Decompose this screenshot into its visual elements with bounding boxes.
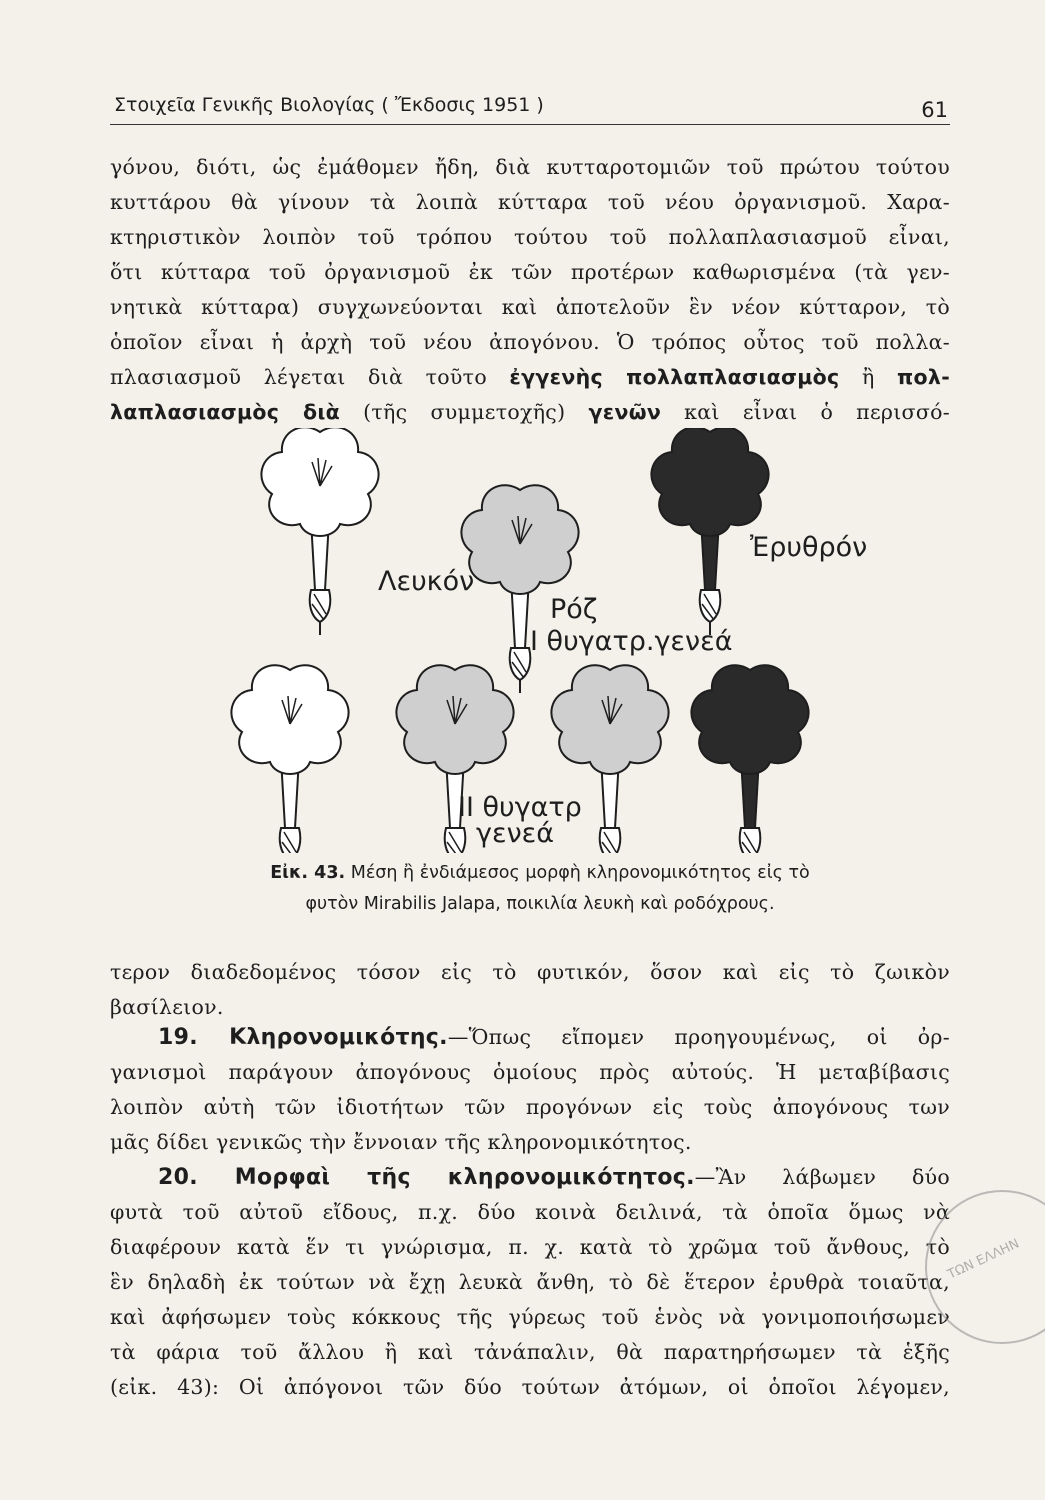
text-line: καὶ ἀφήσωμεν τοὺς κόκκους τῆς γύρεως τοῦ ἑνὸς νὰ γονιμοποιήσωμεν bbox=[110, 1305, 950, 1329]
bold-term: λαπλασιασμὸς διὰ bbox=[110, 400, 341, 424]
text-line: διαφέρουν κατὰ ἕν τι γνώρισμα, π. χ. κατὰ τὸ χρῶμα τοῦ ἄνθους, τὸ bbox=[110, 1235, 950, 1259]
running-header bbox=[110, 88, 950, 125]
text-line: τὰ φάρια τοῦ ἄλλου ἢ καὶ τἀνάπαλιν, θὰ παρατηρήσωμεν τὰ ἑξῆς bbox=[110, 1340, 950, 1364]
text-run: (τῆς συμμετοχῆς) bbox=[340, 400, 589, 424]
text-line bbox=[110, 360, 950, 395]
text-line: κτηριστικὸν λοιπὸν τοῦ τρόπου τούτου τοῦ πολλαπλασιασμοῦ εἶναι, bbox=[110, 225, 950, 249]
text-line: κυττάρου θὰ γίνουν τὰ λοιπὰ κύτταρα τοῦ νέου ὀργανισμοῦ. Χαρα- bbox=[110, 190, 950, 214]
figure-43 bbox=[230, 428, 890, 853]
page-number: 61 bbox=[921, 98, 948, 122]
text-run: καὶ εἶναι ὁ περισσό- bbox=[661, 400, 951, 424]
flower-pink-f2b bbox=[551, 665, 668, 853]
text-line: ὁποῖον εἶναι ἡ ἀρχὴ τοῦ νέου ἀπογόνου. Ὁ τρόπος οὗτος τοῦ πολλα- bbox=[110, 330, 950, 354]
section-20 bbox=[110, 1160, 950, 1405]
petal-red bbox=[651, 428, 768, 536]
text-run: ἢ bbox=[839, 365, 898, 389]
label-pink: Ρόζ bbox=[550, 594, 598, 625]
text-line bbox=[110, 1020, 950, 1055]
section-heading: 20. Μορφαὶ τῆς κληρονομικότητος. bbox=[158, 1165, 695, 1190]
section-19 bbox=[110, 1020, 950, 1160]
caption-text: Μέση ἢ ἐνδιάμεσος μορφὴ κληρονομικότητος εἰς τὸ bbox=[345, 863, 810, 883]
text-line: μᾶς δίδει γενικῶς τὴν ἔννοιαν τῆς κληρονομικότητος. bbox=[110, 1130, 692, 1154]
flower-pink-f1 bbox=[461, 485, 578, 693]
text-line: τερον διαδεδομένος τόσον εἰς τὸ φυτικόν, ὅσον καὶ εἰς τὸ ζωικὸν bbox=[110, 960, 950, 984]
petal-red bbox=[691, 665, 808, 774]
label-white: Λευκόν bbox=[378, 566, 475, 597]
paragraph-2 bbox=[110, 955, 950, 1025]
caption-label: Εἰκ. 43. bbox=[270, 863, 346, 883]
text-line bbox=[110, 1160, 950, 1195]
bold-term: πολ- bbox=[897, 365, 950, 389]
text-run: πλασιασμοῦ λέγεται διὰ τοῦτο bbox=[110, 365, 510, 389]
text-line: ἓν δηλαδὴ ἐκ τούτων νὰ ἔχῃ λευκὰ ἄνθη, τὸ δὲ ἕτερον ἐρυθρὰ τοιαῦτα, bbox=[110, 1270, 950, 1294]
section-heading: 19. Κληρονομικότης. bbox=[158, 1025, 448, 1050]
text-line: λοιπὸν αὐτὴ τῶν ἰδιοτήτων τῶν προγόνων εἰς τοὺς ἀπογόνους των bbox=[110, 1095, 950, 1119]
flower-red-f2 bbox=[691, 665, 808, 853]
label-second-generation: II θυγατρ bbox=[458, 792, 582, 823]
caption-line: φυτὸν Mirabilis Jalapa, ποικιλία λευκὴ καὶ ροδόχρους. bbox=[305, 894, 775, 914]
text-line: (εἰκ. 43): Οἱ ἀπόγονοι τῶν δύο τούτων ἀτόμων, οἱ ὁποῖοι λέγομεν, bbox=[110, 1375, 950, 1399]
running-title: Στοιχεῖα Γενικῆς Βιολογίας ( Ἔκδοσις 1951 ) bbox=[114, 94, 544, 116]
figure-caption bbox=[150, 858, 930, 920]
text-line: νητικὰ κύτταρα) συγχωνεύονται καὶ ἀποτελοῦν ἓν νέον κύτταρον, τὸ bbox=[110, 295, 950, 319]
bold-term: ἐγγενὴς πολλαπλασιασμὸς bbox=[509, 365, 840, 389]
text-line: βασίλειον. bbox=[110, 995, 224, 1019]
text-line: ὅτι κύτταρα τοῦ ὀργανισμοῦ ἐκ τῶν προτέρων καθωρισμένα (τὰ γεν- bbox=[110, 260, 950, 284]
text-line: γανισμοὶ παράγουν ἀπογόνους ὁμοίους πρὸς αὐτούς. Ἡ μεταβίβασις bbox=[110, 1060, 950, 1084]
text-run: —Ὅπως εἴπομεν προηγουμένως, οἱ ὀρ- bbox=[447, 1025, 950, 1049]
text-line bbox=[110, 395, 950, 430]
text-run: —Ἂν λάβωμεν δύο bbox=[694, 1165, 950, 1189]
flower-illustration bbox=[230, 428, 890, 853]
bold-term: γενῶν bbox=[588, 400, 662, 424]
caption-line bbox=[150, 858, 930, 889]
text-line: γόνου, διότι, ὡς ἐμάθομεν ἤδη, διὰ κυτταροτομιῶν τοῦ πρώτου τούτου bbox=[110, 155, 950, 179]
label-second-generation-b: γενεά bbox=[476, 818, 555, 849]
text-line: φυτὰ τοῦ αὐτοῦ εἴδους, π.χ. δύο κοινὰ δειλινά, τὰ ὁποῖα ὅμως νὰ bbox=[110, 1200, 950, 1224]
stamp-text: ΤΩΝ ΕΛΛΗΝ bbox=[945, 1236, 1022, 1283]
paragraph-1 bbox=[110, 150, 950, 430]
flower-white-parent bbox=[261, 428, 378, 635]
label-first-generation: I θυγατρ.γενεά bbox=[530, 626, 733, 657]
label-red: Ἐρυθρόν bbox=[750, 532, 868, 563]
flower-white-f2 bbox=[231, 665, 348, 853]
